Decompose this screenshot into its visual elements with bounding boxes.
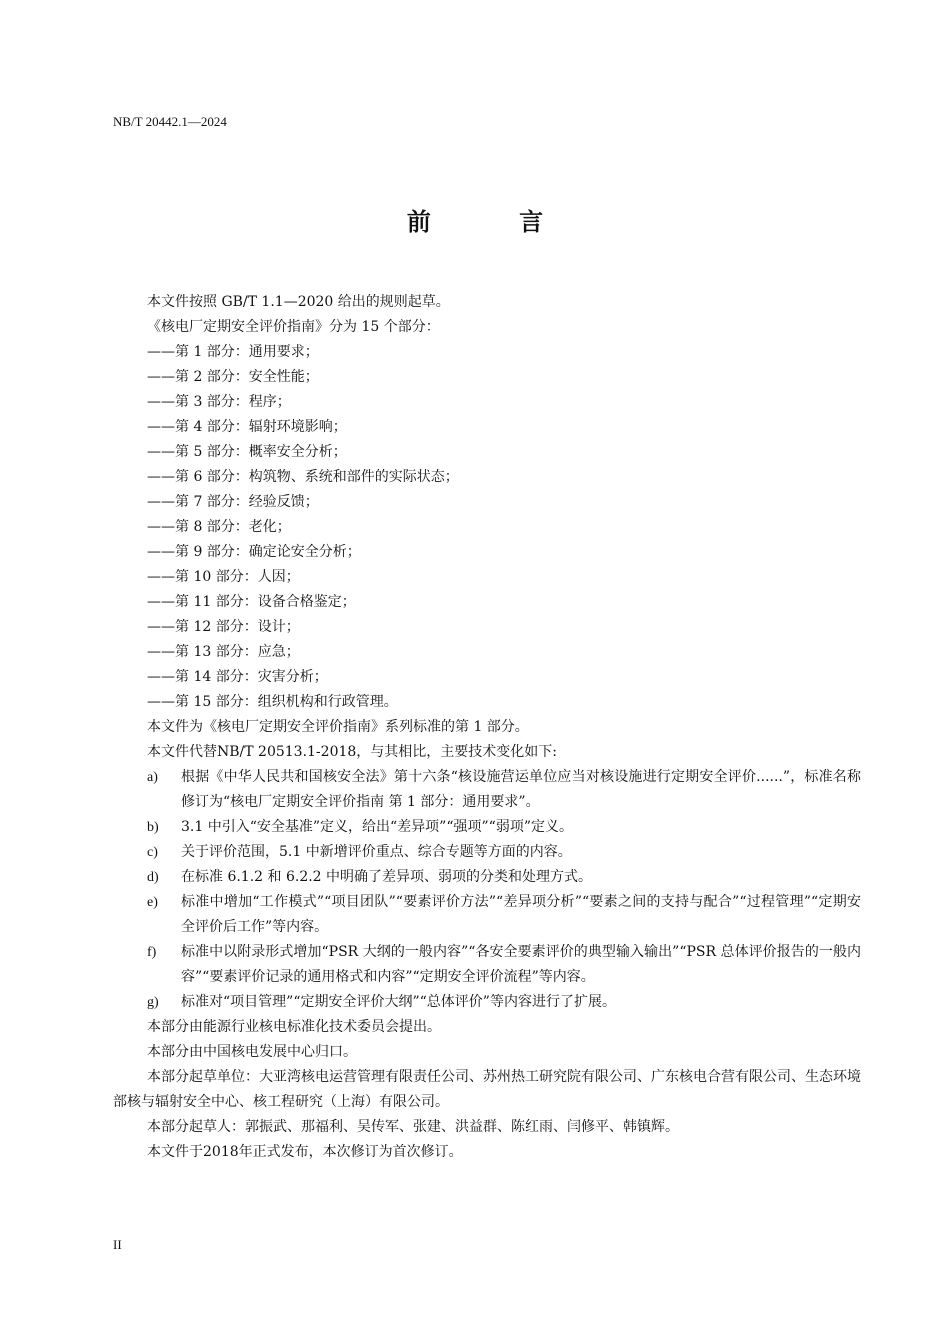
change-item-text: 在标准 6.1.2 和 6.2.2 中明确了差异项、弱项的分类和处理方式。 xyxy=(181,869,593,885)
part-list-item: ——第 7 部分：经验反馈； xyxy=(147,494,319,510)
part-list-item: ——第 14 部分：灾害分析； xyxy=(147,669,328,685)
change-item-label: b) xyxy=(147,820,159,835)
series-note-paragraph: 本文件为《核电厂定期安全评价指南》系列标准的第 1 部分。 xyxy=(147,719,529,735)
change-item-label: a) xyxy=(147,770,158,785)
draft-rule-paragraph: 本文件按照 GB/T 1.1—2020 给出的规则起草。 xyxy=(147,294,450,310)
change-item-label: d) xyxy=(147,870,159,885)
part-list-item: ——第 5 部分：概率安全分析； xyxy=(147,444,347,460)
part-list-item: ——第 2 部分：安全性能； xyxy=(147,369,319,385)
part-list-item: ——第 8 部分：老化； xyxy=(147,519,291,535)
change-item-text: 标准中以附录形式增加“PSR 大纲的一般内容”“各安全要素评价的典型输入输出”“PSR 总体评价报告的一般内容”“要素评价记录的通用格式和内容”“定期安全评价流程”等内容。 xyxy=(181,944,861,985)
change-item xyxy=(113,890,861,940)
replace-note-paragraph: 本文件代替NB/T 20513.1-2018，与其相比，主要技术变化如下: xyxy=(147,744,558,760)
change-item-label: f) xyxy=(147,945,157,960)
change-item xyxy=(113,865,861,890)
change-item-text: 根据《中华人民共和国核安全法》第十六条“核设施营运单位应当对核设施进行定期安全评价......”，标准名称修订为“核电厂定期安全评价指南 第 1 部分：通用要求”。 xyxy=(181,769,861,810)
drafting-units-paragraph: 本部分起草单位：大亚湾核电运营管理有限责任公司、苏州热工研究院有限公司、广东核电合营有限公司、生态环境部核与辐射安全中心、核工程研究（上海）有限公司。 xyxy=(113,1069,861,1110)
managed-by-paragraph: 本部分由中国核电发展中心归口。 xyxy=(147,1044,357,1060)
part-list-item: ——第 10 部分：人因； xyxy=(147,569,300,585)
change-item xyxy=(113,840,861,865)
change-item-text: 标准对“项目管理”“定期安全评价大纲”“总体评价”等内容进行了扩展。 xyxy=(181,994,616,1010)
foreword-body xyxy=(113,290,861,1165)
change-item-label: g) xyxy=(147,995,159,1010)
change-item xyxy=(113,765,861,815)
proposed-by-paragraph: 本部分由能源行业核电标准化技术委员会提出。 xyxy=(147,1019,441,1035)
change-item-text: 标准中增加“工作模式”“项目团队”“要素评价方法”“差异项分析”“要素之间的支持与配合”“过程管理”“定期安全评价后工作”等内容。 xyxy=(181,894,861,935)
part-list-item: ——第 12 部分：设计； xyxy=(147,619,300,635)
page-title: 前 言 xyxy=(406,208,584,236)
drafters-paragraph: 本部分起草人：郭振武、那福利、吴传军、张建、洪益群、陈红雨、闫修平、韩镇辉。 xyxy=(147,1119,679,1135)
change-item-label: e) xyxy=(147,895,158,910)
part-list-item: ——第 3 部分：程序； xyxy=(147,394,291,410)
history-paragraph: 本文件于2018年正式发布，本次修订为首次修订。 xyxy=(147,1144,463,1160)
change-item-label: c) xyxy=(147,845,158,860)
part-list-item: ——第 6 部分：构筑物、系统和部件的实际状态； xyxy=(147,469,459,485)
page-number: II xyxy=(113,1237,122,1252)
part-list-item: ——第 15 部分：组织机构和行政管理。 xyxy=(147,694,398,710)
series-intro-paragraph: 《核电厂定期安全评价指南》分为 15 个部分： xyxy=(147,319,440,335)
change-item-text: 关于评价范围，5.1 中新增评价重点、综合专题等方面的内容。 xyxy=(181,844,572,860)
part-list-item: ——第 9 部分：确定论安全分析； xyxy=(147,544,361,560)
document-code: NB/T 20442.1—2024 xyxy=(113,114,227,129)
part-list-item: ——第 13 部分：应急； xyxy=(147,644,300,660)
change-item xyxy=(113,990,861,1015)
change-item xyxy=(113,815,861,840)
change-item-text: 3.1 中引入“安全基准”定义，给出“差异项”“强项”“弱项”定义。 xyxy=(181,819,573,835)
part-list-item: ——第 1 部分：通用要求； xyxy=(147,344,319,360)
part-list-item: ——第 4 部分：辐射环境影响； xyxy=(147,419,347,435)
change-item xyxy=(113,940,861,990)
part-list-item: ——第 11 部分：设备合格鉴定； xyxy=(147,594,356,610)
